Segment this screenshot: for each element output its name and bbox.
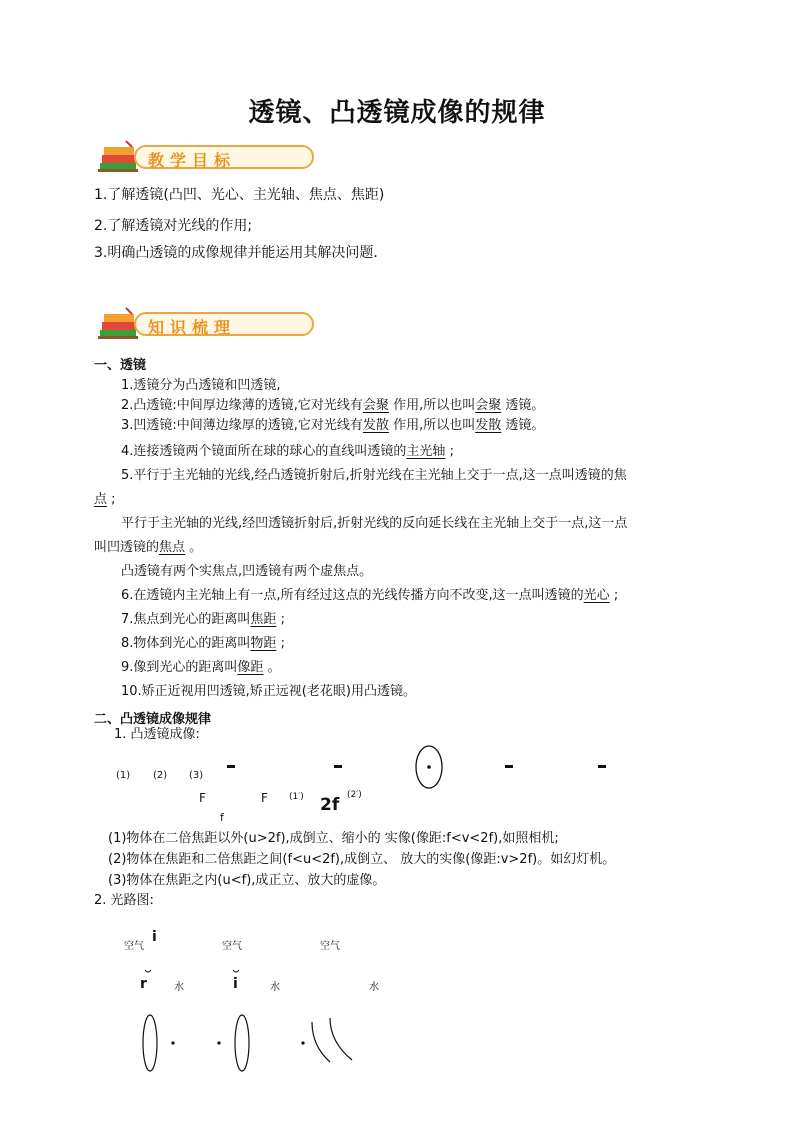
air-label-3: 空气 <box>320 941 340 952</box>
line-9: 7.焦点到光心的距离叫焦距 ; <box>121 612 285 627</box>
two-f-label: 2f <box>320 795 340 815</box>
line-2: 2.凸透镜:中间厚边缘薄的透镜,它对光线有会聚 作用,所以也叫会聚 透镜。 <box>121 398 545 413</box>
focus-mark <box>334 765 342 768</box>
focal-length-label: f <box>220 811 224 824</box>
light-path-diagram <box>120 960 380 1080</box>
goal-3: 3.明确凸透镜的成像规律并能运用其解决问题. <box>94 245 378 261</box>
fig-label-2p: (2′) <box>347 790 362 800</box>
convex-lens-1 <box>143 1015 157 1071</box>
goal-2: 2.了解透镜对光线的作用; <box>94 218 253 234</box>
line-5: 5.平行于主光轴的光线,经凸透镜折射后,折射光线在主光轴上交于一点,这一点叫透镜的焦 <box>121 468 627 483</box>
focus-label-f2: F <box>261 791 268 805</box>
rule-1: (1)物体在二倍焦距以外(u>2f),成倒立、缩小的 实像(像距:f<v<2f),如照相机; <box>108 831 559 846</box>
concave-lens-right <box>330 1018 352 1060</box>
fig-label-2: (2) <box>153 770 168 781</box>
line-7: 凸透镜有两个实焦点,凹透镜有两个虚焦点。 <box>121 564 373 579</box>
object-mark <box>227 765 235 768</box>
rule-2: (2)物体在焦距和二倍焦距之间(f<u<2f),成倒立、 放大的实像(像距:v>2f)。如幻灯机。 <box>108 852 616 867</box>
image-mark-2 <box>598 765 606 768</box>
line-12: 10.矫正近视用凹透镜,矫正远视(老花眼)用凸透镜。 <box>121 684 416 699</box>
badge-label: 教学目标 <box>148 151 237 170</box>
line-1: 1.透镜分为凸透镜和凹透镜, <box>121 378 281 393</box>
line-10: 8.物体到光心的距离叫物距 ; <box>121 636 285 651</box>
air-label-2: 空气 <box>222 941 242 952</box>
line-8: 6.在透镜内主光轴上有一点,所有经过这点的光线传播方向不改变,这一点叫透镜的光心 ; <box>121 588 619 603</box>
optical-center-dot <box>427 765 431 769</box>
concave-lens-left <box>312 1022 330 1062</box>
badge-label: 知识梳理 <box>148 318 237 337</box>
air-label-1: 空气 <box>124 941 144 952</box>
sub-heading-imaging: 1. 凸透镜成像: <box>114 727 200 742</box>
convex-lens-2 <box>235 1015 249 1071</box>
line-11: 9.像到光心的距离叫像距 。 <box>121 660 281 675</box>
water-label-2: 水 <box>270 982 280 993</box>
incidence-label-1: i <box>152 929 157 945</box>
focus-label-f1: F <box>199 791 206 805</box>
page-title: 透镜、凸透镜成像的规律 <box>248 98 546 128</box>
fig-label-3: (3) <box>189 770 204 781</box>
fig-label-1p: (1′) <box>289 792 304 802</box>
rule-3: (3)物体在焦距之内(u<f),成正立、放大的虚像。 <box>108 873 386 888</box>
section-badge-knowledge <box>96 310 316 340</box>
section-badge-goals <box>96 143 316 173</box>
image-mark-1 <box>505 765 513 768</box>
line-4: 4.连接透镜两个镜面所在球的球心的直线叫透镜的主光轴 ; <box>121 444 454 459</box>
water-label-1: 水 <box>174 982 184 993</box>
goal-1: 1.了解透镜(凸凹、光心、主光轴、焦点、焦距) <box>94 187 385 203</box>
sub-heading-light-path: 2. 光路图: <box>94 893 154 908</box>
line-3: 3.凹透镜:中间薄边缘厚的透镜,它对光线有发散 作用,所以也叫发散 透镜。 <box>121 418 545 433</box>
heading-imaging: 二、凸透镜成像规律 <box>94 712 212 727</box>
line-5-cont: 点 ; <box>94 492 116 507</box>
line-6: 平行于主光轴的光线,经凹透镜折射后,折射光线的反向延长线在主光轴上交于一点,这一点 <box>121 516 628 531</box>
heading-lens: 一、透镜 <box>94 358 147 373</box>
incidence-label-2: i <box>233 976 238 992</box>
fig-label-1: (1) <box>116 770 131 781</box>
line-6-cont: 叫凹透镜的焦点 。 <box>94 540 203 555</box>
refraction-label: r <box>140 976 147 992</box>
water-label-3: 水 <box>369 982 379 993</box>
